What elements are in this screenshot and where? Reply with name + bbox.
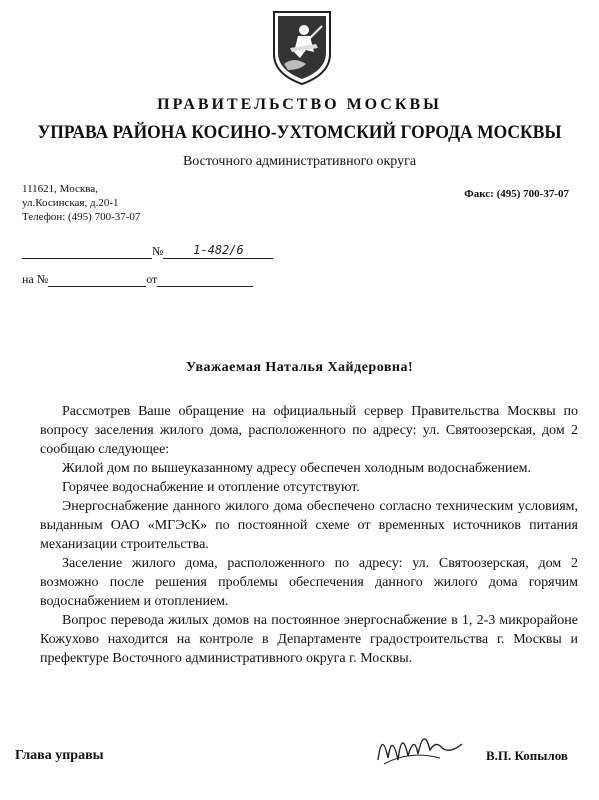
sender-address	[22, 182, 140, 224]
handwritten-signature	[370, 720, 470, 775]
government-title: ПРАВИТЕЛЬСТВО МОСКВЫ	[157, 96, 442, 113]
number-blank	[163, 243, 273, 259]
date-blank	[22, 258, 152, 259]
signatory-position: Глава управы	[15, 748, 104, 763]
outgoing-reference	[22, 243, 273, 259]
reply-number-blank	[48, 286, 146, 287]
letter-paragraph: Заселение жилого дома, расположенного по адресу: ул. Святоозерская, дом 2 возможно после решения проблемы обеспечения данного жилого дома горячим водоснабжением и отоплением.	[40, 556, 578, 609]
fax-number: Факс: (495) 700-37-07	[464, 188, 569, 200]
coat-of-arms-emblem	[270, 8, 334, 88]
address-line-2: ул.Косинская, д.20-1	[22, 197, 119, 209]
district-subtitle: Восточного административного округа	[182, 154, 417, 169]
letter-paragraph: Горячее водоснабжение и отопление отсутствуют.	[62, 480, 360, 495]
reply-date-blank	[157, 286, 253, 287]
address-line-1: 111621, Москва,	[22, 183, 98, 195]
letter-paragraph: Рассмотрев Ваше обращение на официальный сервер Правительства Москвы по вопросу заселения жилого дома, расположенного по адресу: ул. Святоозерская, дом 2 сообщаю следующее:	[40, 404, 578, 457]
number-label: №	[152, 244, 164, 258]
letter-paragraph: Энергоснабжение данного жилого дома обеспечено согласно техническим условиям, выданным ОАО «МГЭсК» по постоянной схеме от временных источников питания механизации строительства.	[40, 499, 578, 552]
address-phone: Телефон: (495) 700-37-07	[22, 211, 141, 223]
letter-greeting: Уважаемая Наталья Хайдеровна!	[185, 360, 414, 375]
authority-title: УПРАВА РАЙОНА КОСИНО-УХТОМСКИЙ ГОРОДА МОСКВЫ	[37, 122, 562, 143]
reply-reference	[22, 272, 253, 287]
from-label: от	[146, 272, 158, 286]
reply-label: на №	[22, 272, 49, 286]
letter-paragraph: Жилой дом по вышеуказанному адресу обеспечен холодным водоснабжением.	[62, 461, 532, 476]
letter-paragraph: Вопрос перевода жилых домов на постоянное энергоснабжение в 1, 2-3 микрорайоне Кожухово находится на контроле в Департаменте градостроительства г. Москвы и префектуре Восточного административного округа г. Москвы.	[40, 613, 578, 666]
letter-body	[40, 402, 578, 668]
handwritten-number: 1-482/6	[193, 243, 244, 257]
signatory-name: В.П. Копылов	[486, 748, 568, 763]
